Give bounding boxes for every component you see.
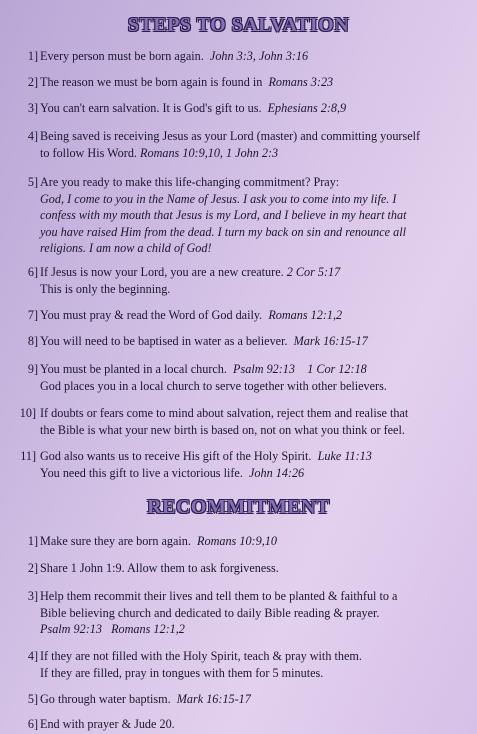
item-number: 8] — [27, 334, 38, 348]
item-text-continued: This is only the beginning. — [40, 281, 171, 296]
scripture-ref: John 14:26 — [248, 465, 305, 480]
recommitment-heading: RECOMMITMENT — [147, 496, 330, 518]
scripture-ref: Mark 16:15-17 — [293, 334, 368, 348]
scripture-ref: John 3:3, John 3:16 — [209, 49, 309, 63]
item-text: You can't earn salvation. It is God's gift to us. — [40, 101, 262, 115]
scripture-ref: Mark 16:15-17 — [176, 692, 251, 706]
item-number: 5] — [27, 175, 38, 189]
item-text-continued: If they are filled, pray in tongues with them for 5 minutes. — [40, 665, 324, 680]
scripture-ref: Romans 12:1,2 — [111, 622, 185, 637]
item-text: Help them recommit their lives and tell them to be planted & faithful to a — [40, 589, 398, 603]
item-text: If doubts or fears come to mind about salvation, reject them and realise that — [40, 406, 409, 420]
item-number: 7] — [27, 308, 38, 322]
prayer-line-1: God, I come to you in the Name of Jesus. I ask you to come into my life. I — [40, 191, 397, 206]
prayer-line-4: religions. I am now a child of God! — [40, 241, 212, 256]
item-number: 3] — [27, 101, 38, 115]
item-number: 10] — [19, 406, 36, 420]
item-text-continued: the Bible is what your new birth is based on, not on what you think or feel. — [40, 422, 405, 437]
item-text: Every person must be born again. — [40, 49, 204, 63]
item-text-continued: Bible believing church and dedicated to daily Bible reading & prayer. — [40, 605, 380, 620]
item-text: Are you ready to make this life-changing commitment? Pray: — [40, 175, 340, 189]
item-text: Share 1 John 1:9. Allow them to ask forgiveness. — [40, 561, 279, 575]
item-number: 6] — [27, 265, 38, 279]
scripture-ref: Luke 11:13 — [317, 449, 372, 463]
scripture-ref: Romans 10:9,10 — [197, 534, 277, 548]
item-number: 3] — [27, 589, 38, 603]
item-text: The reason we must be born again is found in — [40, 75, 263, 89]
scripture-ref: Romans 12:1,2 — [268, 308, 343, 322]
item-number: 1] — [27, 49, 38, 63]
scripture-ref: 2 Cor 5:17 — [286, 265, 341, 279]
item-text: God also wants us to receive His gift of the Holy Spirit. — [40, 449, 312, 463]
prayer-line-2: confess with my mouth that Jesus is my Lord, and I believe in my heart that — [40, 208, 407, 223]
scripture-ref: Romans 10:9,10, 1 John 2:3 — [140, 145, 279, 160]
item-number: 4] — [27, 129, 38, 143]
item-number: 2] — [27, 75, 38, 89]
scripture-ref: Ephesians 2:8,9 — [267, 101, 347, 115]
item-number: 4] — [27, 649, 38, 663]
item-number: 5] — [27, 692, 38, 706]
item-text: Being saved is receiving Jesus as your Lord (master) and committing yourself — [40, 129, 421, 143]
item-text: You will need to be baptised in water as a believer. — [40, 334, 288, 348]
item-text: Go through water baptism. — [40, 692, 171, 706]
item-text-continued: God places you in a local church to serve together with other believers. — [40, 378, 387, 393]
item-number: 1] — [27, 534, 38, 548]
item-text: Make sure they are born again. — [40, 534, 191, 548]
item-text: If Jesus is now your Lord, you are a new creature. — [40, 265, 284, 279]
item-text: You must pray & read the Word of God daily. — [40, 308, 263, 322]
scripture-ref: Psalm 92:13 — [40, 622, 102, 637]
item-number: 6] — [27, 717, 38, 731]
item-number: 2] — [27, 561, 38, 575]
scripture-ref: Psalm 92:13 — [233, 362, 295, 376]
prayer-line-3: you have raised Him from the dead. I turn my back on sin and renounce all — [40, 224, 407, 239]
item-text-continued: You need this gift to live a victorious life. — [40, 465, 243, 480]
item-text-continued: to follow His Word. — [40, 145, 137, 160]
item-text: If they are not filled with the Holy Spirit, teach & pray with them. — [40, 649, 362, 663]
item-text: You must be planted in a local church. — [40, 362, 227, 376]
item-text: End with prayer & Jude 20. — [40, 717, 175, 731]
item-number: 9] — [27, 362, 38, 376]
item-number: 11] — [20, 449, 36, 463]
scripture-ref: 1 Cor 12:18 — [307, 362, 367, 376]
scripture-ref: Romans 3:23 — [268, 75, 334, 89]
salvation-heading: STEPS TO SALVATION — [127, 14, 350, 36]
